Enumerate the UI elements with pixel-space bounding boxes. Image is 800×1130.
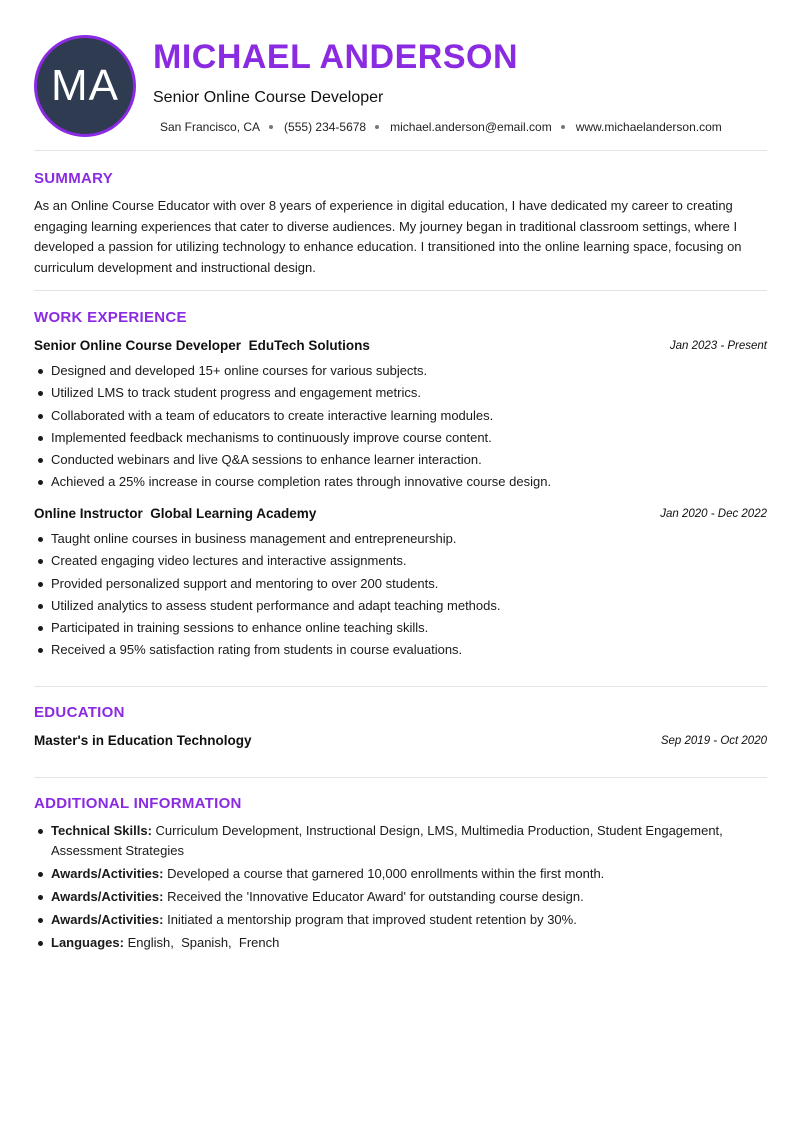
item-text: English, Spanish, French — [127, 934, 280, 950]
summary-heading: SUMMARY — [34, 170, 114, 187]
additional-list — [34, 821, 767, 956]
list-item: Taught online courses in business management and entrepreneurship. — [34, 528, 767, 550]
job-dates: Jan 2020 - Dec 2022 — [660, 508, 767, 520]
list-item: Utilized analytics to assess student performance and adapt teaching methods. — [34, 595, 767, 617]
job-header — [34, 506, 767, 524]
resume-header — [0, 0, 800, 150]
item-text: Developed a course that garnered 10,000 enrollments within the first month. — [167, 865, 605, 881]
list-item: Participated in training sessions to enhance online teaching skills. — [34, 617, 767, 639]
list-item: Provided personalized support and mentoring to over 200 students. — [34, 573, 767, 595]
list-item: Utilized LMS to track student progress and engagement metrics. — [34, 382, 767, 404]
list-item: Created engaging video lectures and interactive assignments. — [34, 550, 767, 572]
list-item: Collaborated with a team of educators to create interactive learning modules. — [34, 405, 767, 427]
list-item: Conducted webinars and live Q&A sessions to enhance learner interaction. — [34, 449, 767, 471]
list-item: Received a 95% satisfaction rating from students in course evaluations. — [34, 639, 767, 661]
item-text: Initiated a mentorship program that improved student retention by 30%. — [167, 911, 577, 927]
job-role: Online Instructor — [34, 506, 143, 521]
separator-dot — [561, 125, 565, 129]
item-text: Curriculum Development, Instructional Design, LMS, Multimedia Production, Student Engagement, Assessment Strategies — [51, 823, 723, 858]
job-header — [34, 338, 767, 356]
job-bullets — [34, 360, 767, 494]
item-label: Languages: — [51, 934, 124, 950]
job-company: Global Learning Academy — [150, 506, 317, 521]
section-divider — [34, 686, 767, 687]
job-company: EduTech Solutions — [248, 338, 370, 353]
separator-dot — [375, 125, 379, 129]
experience-heading: WORK EXPERIENCE — [34, 309, 187, 326]
education-entry — [34, 733, 767, 751]
section-divider — [34, 290, 767, 291]
list-item — [34, 821, 767, 860]
education-degree: Master's in Education Technology — [34, 733, 252, 748]
list-item: Achieved a 25% increase in course completion rates through innovative course design. — [34, 471, 767, 493]
additional-heading: ADDITIONAL INFORMATION — [34, 795, 242, 812]
list-item: Designed and developed 15+ online courses for various subjects. — [34, 360, 767, 382]
education-heading: EDUCATION — [34, 704, 125, 721]
list-item: Implemented feedback mechanisms to continuously improve course content. — [34, 427, 767, 449]
job-bullets — [34, 528, 767, 662]
item-label: Awards/Activities: — [51, 865, 164, 881]
job-role-company — [34, 338, 370, 353]
contact-phone: (555) 234-5678 — [284, 120, 367, 134]
item-label: Awards/Activities: — [51, 911, 164, 927]
section-divider — [34, 777, 767, 778]
list-item — [34, 933, 767, 953]
contact-line — [160, 120, 722, 134]
education-dates: Sep 2019 - Oct 2020 — [660, 735, 767, 747]
contact-email[interactable]: michael.anderson@email.com — [390, 120, 552, 134]
candidate-title: Senior Online Course Developer — [153, 89, 384, 106]
list-item — [34, 864, 767, 884]
job-role: Senior Online Course Developer — [34, 338, 242, 353]
section-divider — [34, 150, 767, 151]
job-role-company — [34, 506, 316, 521]
avatar — [34, 35, 136, 137]
item-label: Awards/Activities: — [51, 888, 164, 904]
job-dates: Jan 2023 - Present — [669, 340, 767, 352]
contact-location: San Francisco, CA — [160, 120, 261, 134]
list-item — [34, 887, 767, 907]
avatar-initials: MA — [51, 61, 119, 110]
contact-website[interactable]: www.michaelanderson.com — [575, 120, 722, 134]
separator-dot — [269, 125, 273, 129]
item-text: Received the 'Innovative Educator Award' for outstanding course design. — [167, 888, 584, 904]
candidate-name: MICHAEL ANDERSON — [153, 38, 519, 76]
summary-text: As an Online Course Educator with over 8 years of experience in digital education, I have dedicated my career to creating engaging learning experiences that cater to diverse audiences. My journey began in traditional classroom settings, where I developed a passion for utilizing technology to enhance education. I transitioned into the online learning space, focusing on curriculum development and instructional design. — [34, 198, 742, 275]
item-label: Technical Skills: — [51, 823, 152, 838]
list-item — [34, 910, 767, 930]
